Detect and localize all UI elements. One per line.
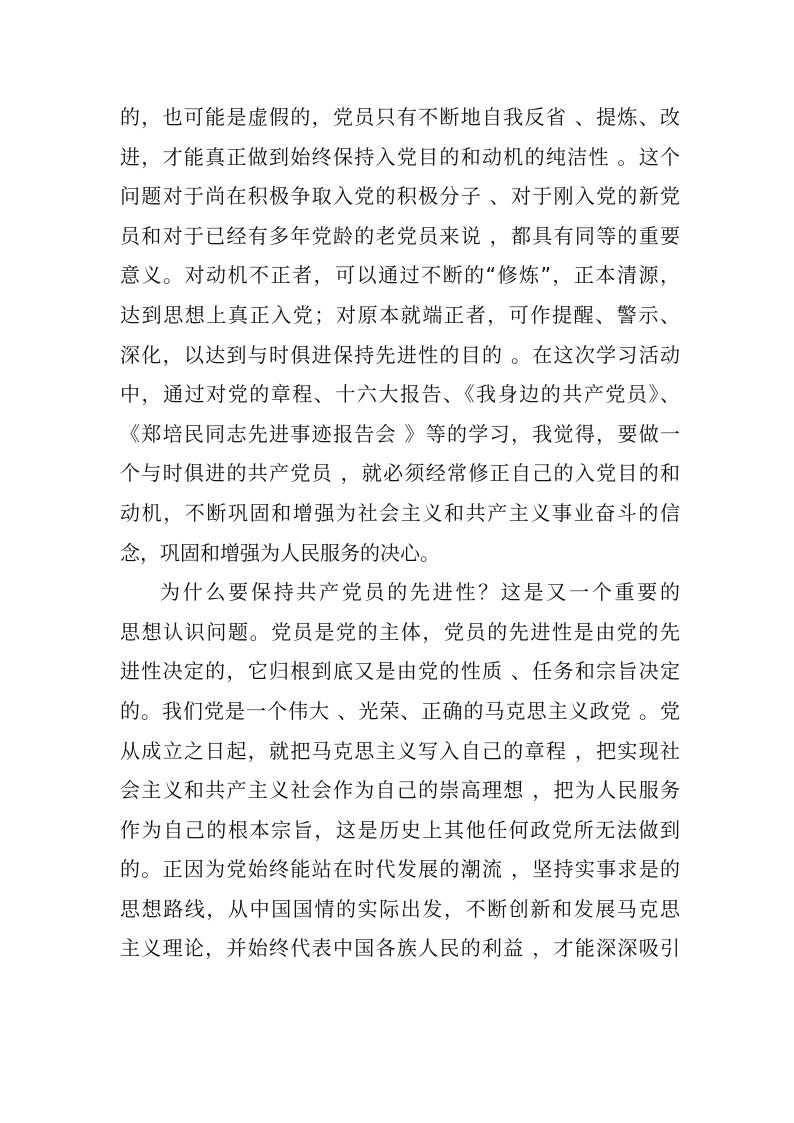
text-line: 进性决定的，它归根到底又是由党的性质 、任务和宗旨决定: [120, 659, 680, 684]
text-line: 达到思想上真正入党；对原本就端正者，可作提醒、警示、: [120, 302, 680, 327]
text-line: 动机，不断巩固和增强为社会主义和共产主义事业奋斗的信: [120, 500, 680, 525]
text-line: 的。正因为党始终能站在时代发展的潮流 ，坚持实事求是的: [120, 857, 680, 882]
text-line: 个与时俱进的共产党员 ，就必须经常修正自己的入党目的和: [120, 461, 680, 486]
text-line: 念，巩固和增强为人民服务的决心。: [120, 540, 440, 565]
text-line: 为什么要保持共产党员的先进性？这是又一个重要的: [160, 580, 680, 605]
text-line: 主义理论，并始终代表中国各族人民的利益 ，才能深深吸引: [120, 936, 680, 961]
text-line: 思想认识问题。党员是党的主体，党员的先进性是由党的先: [120, 619, 680, 644]
text-line: 从成立之日起，就把马克思主义写入自己的章程 ，把实现社: [120, 738, 680, 763]
text-line: 会主义和共产主义社会作为自己的崇高理想 ，把为人民服务: [120, 778, 680, 803]
text-line: 《郑培民同志先进事迹报告会 》等的学习，我觉得，要做一: [120, 421, 680, 446]
text-line: 意义。对动机不正者，可以通过不断的“修炼”，正本清源，: [120, 263, 680, 288]
body-text: [120, 98, 680, 969]
text-line: 作为自己的根本宗旨，这是历史上其他任何政党所无法做到: [120, 817, 680, 842]
text-line: 进，才能真正做到始终保持入党目的和动机的纯洁性 。这个: [120, 144, 680, 169]
text-line: 的，也可能是虚假的，党员只有不断地自我反省 、提炼、改: [120, 105, 680, 129]
paragraph-1: [120, 98, 680, 573]
text-line: 问题对于尚在积极争取入党的积极分子 、对于刚入党的新党: [120, 184, 680, 209]
paragraph-2: [120, 573, 680, 969]
text-line: 思想路线，从中国国情的实际出发，不断创新和发展马克思: [120, 896, 680, 921]
text-line: 深化，以达到与时俱进保持先进性的目的 。在这次学习活动: [120, 342, 680, 367]
text-line: 员和对于已经有多年党龄的老党员来说 ，都具有同等的重要: [120, 223, 680, 248]
text-line: 中，通过对党的章程、十六大报告、《我身边的共产党员》、: [120, 382, 680, 407]
text-line: 的。我们党是一个伟大 、光荣、正确的马克思主义政党 。党: [120, 698, 680, 723]
